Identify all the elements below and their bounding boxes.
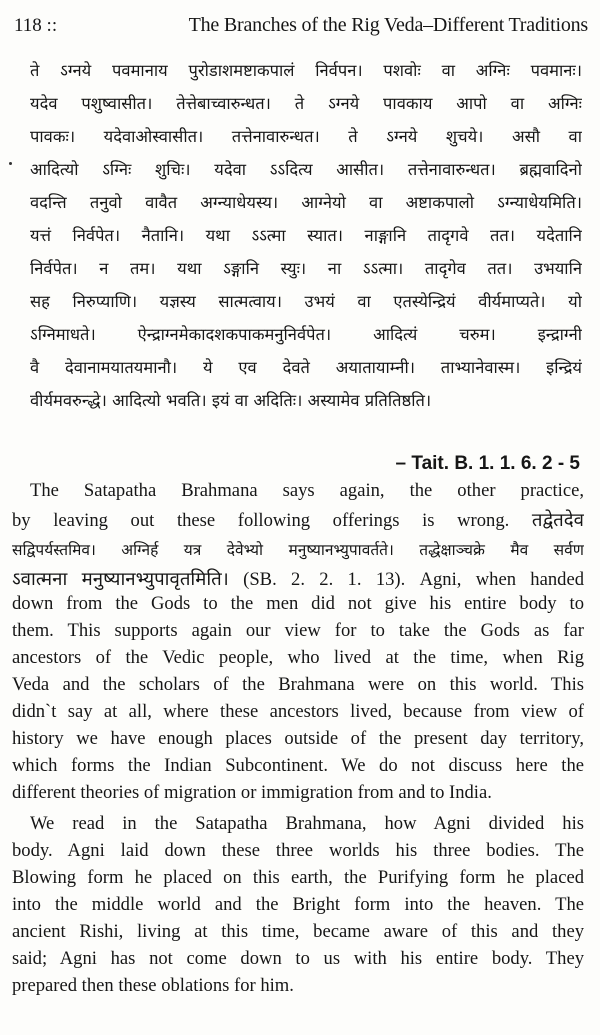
paragraph-line: didn`t say at all, where these ancestors lived, because from view of xyxy=(12,701,584,722)
verse-line: पावकः। यदेवाओस्वासीत। तत्तेनावारुन्धत। ते ऽग्नये शुचये। असौ वा xyxy=(30,127,582,146)
paragraph-line: सद्विपर्यस्तमिव। अग्निर्ह यत्र देवेभ्यो मनुष्यानभ्युपावर्तते। तद्धेक्षाञ्चक्रे मैव सर्वण xyxy=(12,541,584,559)
verse-citation: – Tait. B. 1. 1. 6. 2 - 5 xyxy=(395,453,580,474)
paragraph-line: ऽवात्मना मनुष्यानभ्युपावृतमिति। (SB. 2. 2. 1. 13). Agni, when handed xyxy=(12,569,584,590)
verse-line: यदेव पशुष्वासीत। तेत्तेबाच्वारुन्धत। ते ऽग्नये पावकाय आपो वा अग्निः xyxy=(30,94,582,113)
paragraph-line: The Satapatha Brahmana says again, the other practice, xyxy=(30,480,584,501)
page-header xyxy=(14,14,588,37)
paragraph-line: different theories of migration or immigration from and to India. xyxy=(12,782,492,803)
paragraph-line: body. Agni laid down these three worlds his three bodies. The xyxy=(12,840,584,861)
verse-line: ऽग्निमाधते। ऐन्द्राग्नमेकादशकपाकमनुनिर्वपेत। आदित्यं चरुम। इन्द्राग्नी xyxy=(30,325,582,344)
paragraph-line: said; Agni has not come down to us with his entire body. They xyxy=(12,948,584,969)
paragraph-line: into the middle world and the Bright form into the heaven. The xyxy=(12,894,584,915)
verse-line: आदित्यो ऽग्निः शुचिः। यदेवा ऽऽदित्य आसीत। तत्तेनावारुन्धत। ब्रह्मवादिनो xyxy=(30,160,582,179)
verse-line: निर्वपेत। न तम। यथा ऽङ्गानि स्युः। ना ऽऽत्मा। तादृगेव तत। उभयानि xyxy=(30,259,582,278)
verse-line: वदन्ति तनुवो वावैत अग्न्याधेयस्य। आग्नेयो वा अष्टाकपालो ऽग्न्याधेयमिति। xyxy=(30,193,582,212)
paragraph-line: ancestors of the Vedic people, who lived at the time, when Rig xyxy=(12,647,584,668)
verse-line: वै देवानामयातयमानौ। ये एव देवते अयातायाम्नी। ताभ्यानेवास्म। इन्द्रियं xyxy=(30,358,582,377)
paragraph-line: ancient Rishi, living at this time, became aware of this and they xyxy=(12,921,584,942)
margin-mark xyxy=(9,162,12,165)
paragraph-line: Veda and the scholars of the Brahmana were on this world. This xyxy=(12,674,584,695)
paragraph-line: down from the Gods to the men did not give his entire body to xyxy=(12,593,584,614)
page-number: 118 :: xyxy=(14,15,58,36)
paragraph-line: prepared then these oblations for him. xyxy=(12,975,294,996)
paragraph-line: which forms the Indian Subcontinent. We do not discuss here the xyxy=(12,755,584,776)
paragraph-line: them. This supports again our view for to take the Gods as far xyxy=(12,620,584,641)
paragraph-line: Blowing form he placed on this earth, the Purifying form he placed xyxy=(12,867,584,888)
paragraph-line: history we have enough places outside of the present day territory, xyxy=(12,728,584,749)
verse-line: यत्तं निर्वपेत। नैतानि। यथा ऽऽत्मा स्यात। नाङ्गानि तादृगवे तत। यदेतानि xyxy=(30,226,582,245)
verse-line: वीर्यमवरुन्द्धे। आदित्यो भवति। इयं वा अदितिः। अस्यामेव प्रतितिष्ठति। xyxy=(30,391,432,410)
running-title: The Branches of the Rig Veda–Different Traditions xyxy=(188,14,588,36)
paragraph-line: We read in the Satapatha Brahmana, how Agni divided his xyxy=(30,813,584,834)
verse-line: सह निरुप्याणि। यज्ञस्य सात्मत्वाय। उभयं वा एतस्येन्द्रियं वीर्यमाप्यते। यो xyxy=(30,292,582,311)
paragraph-line: by leaving out these following offerings is wrong. तद्वेतदेव xyxy=(12,510,584,531)
verse-line: ते ऽग्नये पवमानाय पुरोडाशमष्टाकपालं निर्वपन। पशवोः वा अग्निः पवमानः। xyxy=(30,61,582,80)
